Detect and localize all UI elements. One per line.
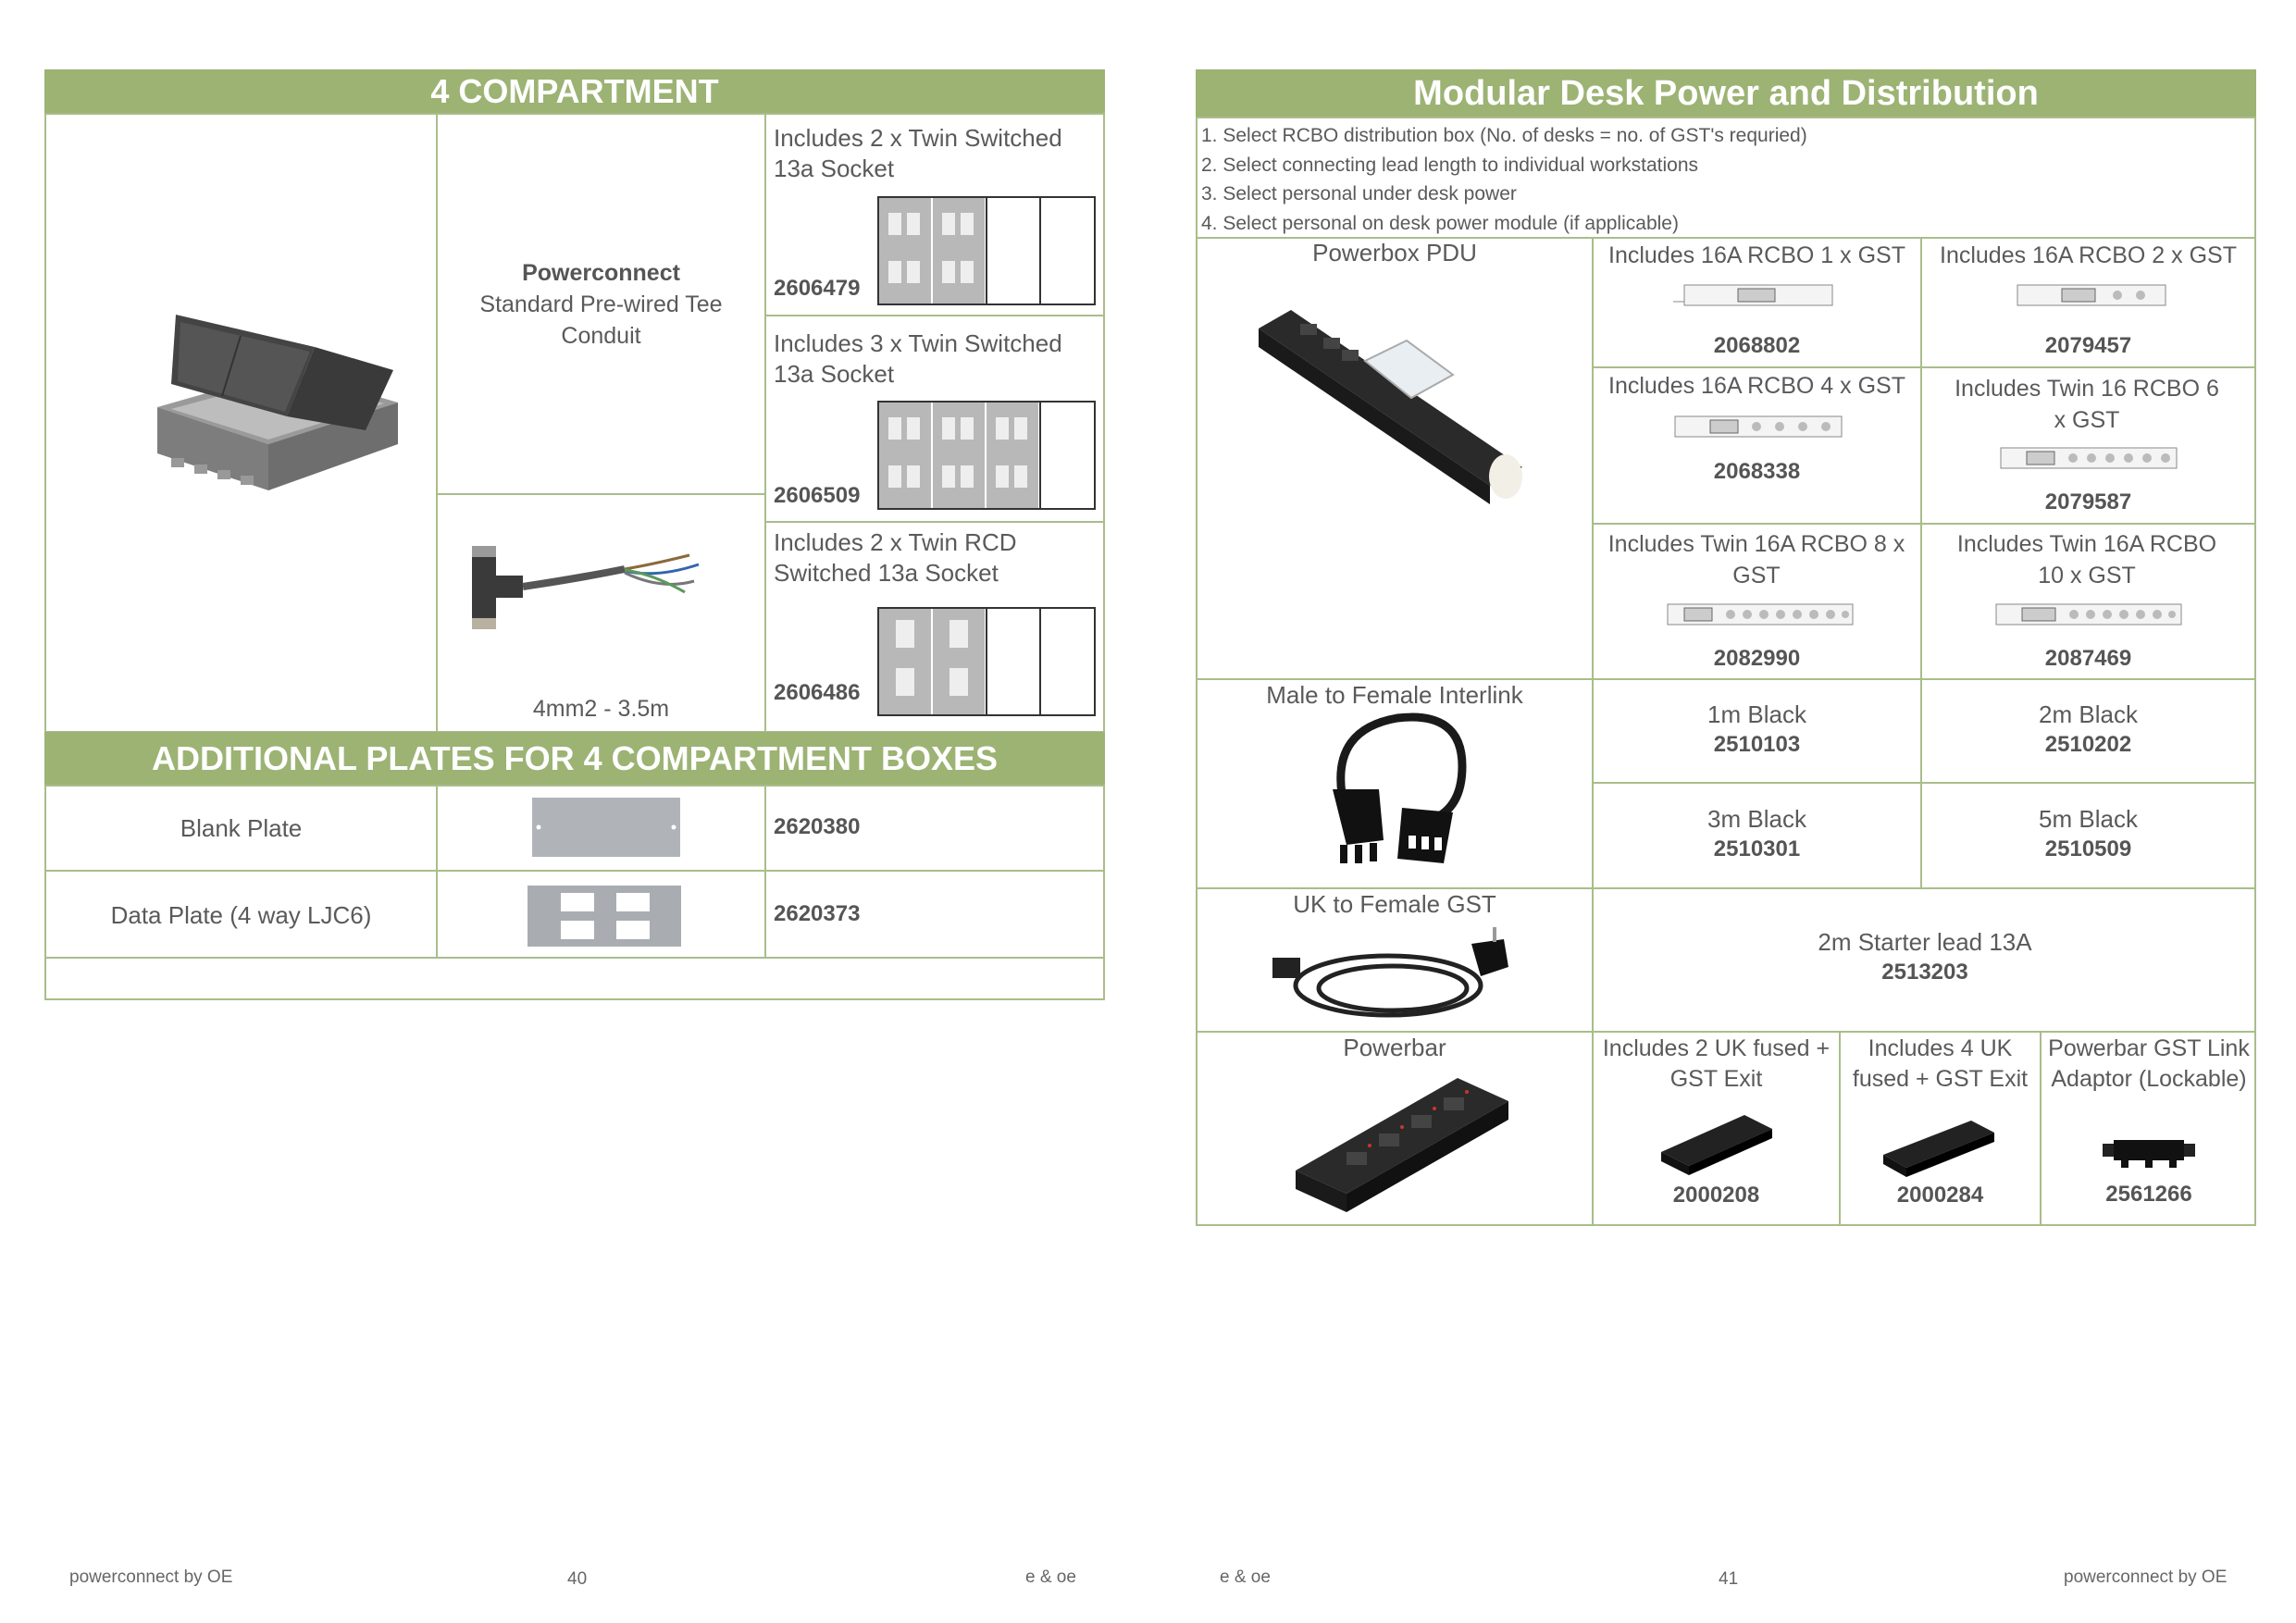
powerbar-code-2: 2000284	[1896, 1183, 1984, 1208]
pdu-item-label-5: Includes Twin 16A RCBO 8 x GST	[1607, 531, 1905, 588]
powerbar-code-1: 2000208	[1672, 1183, 1760, 1208]
footer-right-brand: powerconnect by OE	[2064, 1567, 2228, 1587]
socket-label-2: Includes 3 x Twin Switched 13a Socket	[774, 329, 1062, 388]
socket-code-1: 2606479	[774, 276, 861, 301]
powerbar-name: Powerbar	[1343, 1034, 1446, 1061]
pdu-item-image-1	[1673, 276, 1840, 318]
pdu-item-code-3: 2068338	[1713, 459, 1801, 484]
pdu-item-image-4	[1990, 439, 2184, 481]
steps-list	[1201, 121, 1807, 238]
pdu-item-label-2: Includes 16A RCBO 2 x GST	[1940, 242, 2237, 268]
socket-code-2: 2606509	[774, 483, 861, 508]
powerbar-image	[1291, 1064, 1513, 1212]
powerbar-image-3	[2103, 1133, 2195, 1170]
socket-plate-image-2	[877, 401, 1096, 510]
powerbar-label-2: Includes 4 UK fused + GST Exit	[1852, 1035, 2029, 1092]
interlink-image	[1314, 711, 1481, 868]
interlink-label-4: 5m Black	[2039, 805, 2138, 833]
plate-code-2: 2620373	[774, 901, 861, 926]
modular-desk-title: Modular Desk Power and Distribution	[1196, 69, 2256, 118]
pdu-item-image-2	[2006, 276, 2173, 318]
compartment-title: 4 COMPARTMENT	[44, 69, 1105, 114]
pdu-item-label-6: Includes Twin 16A RCBO 10 x GST	[1956, 531, 2217, 588]
tee-conduit-image	[467, 537, 745, 638]
footer-left-page: 40	[567, 1569, 588, 1589]
interlink-code-2: 2510202	[2044, 732, 2132, 757]
uk-gst-name: UK to Female GST	[1293, 890, 1496, 918]
pdu-item-code-2: 2079457	[2044, 333, 2132, 358]
pdu-item-code-5: 2082990	[1713, 646, 1801, 671]
interlink-code-4: 2510509	[2044, 836, 2132, 861]
socket-label-3: Includes 2 x Twin RCD Switched 13a Socket	[774, 528, 1017, 587]
interlink-name: Male to Female Interlink	[1266, 681, 1523, 709]
powerbar-code-3: 2561266	[2105, 1182, 2192, 1207]
powerbar-label-1: Includes 2 UK fused + GST Exit	[1602, 1035, 1831, 1092]
uk-gst-image	[1272, 925, 1513, 1029]
blank-plate-image	[532, 798, 680, 857]
pdu-name: Powerbox PDU	[1312, 239, 1477, 266]
interlink-label-2: 2m Black	[2039, 700, 2138, 728]
socket-plate-image-3	[877, 607, 1096, 716]
pdu-item-code-4: 2079587	[2044, 489, 2132, 514]
product-description	[438, 257, 764, 352]
uk-gst-label: 2m Starter lead 13A	[1818, 928, 2032, 956]
powerbar-image-2	[1879, 1116, 1999, 1177]
plate-name-2: Data Plate (4 way LJC6)	[110, 901, 372, 929]
footer-left-brand: powerconnect by OE	[69, 1567, 233, 1587]
pdu-item-image-3	[1664, 407, 1849, 450]
product-name: Standard Pre-wired Tee Conduit	[479, 291, 723, 349]
pdu-image	[1254, 305, 1532, 509]
socket-code-3: 2606486	[774, 680, 861, 705]
footer-right-page: 41	[1719, 1569, 1739, 1589]
pdu-item-image-5	[1657, 595, 1860, 638]
pdu-item-label-1: Includes 16A RCBO 1 x GST	[1608, 242, 1905, 268]
socket-plate-image-1	[877, 196, 1096, 305]
step-3: 3. Select personal under desk power	[1201, 183, 1517, 204]
pdu-item-label-4: Includes Twin 16 RCBO 6 x GST	[1955, 376, 2219, 433]
powerbar-image-1	[1657, 1110, 1777, 1175]
plate-name-1: Blank Plate	[180, 814, 303, 842]
uk-gst-code: 2513203	[1881, 960, 1968, 985]
cable-spec: 4mm2 - 3.5m	[532, 696, 670, 722]
data-plate-image	[527, 886, 681, 947]
step-2: 2. Select connecting lead length to individual workstations	[1201, 154, 1698, 176]
pdu-item-code-1: 2068802	[1713, 333, 1801, 358]
footer-right-eoe: e & oe	[1220, 1567, 1271, 1587]
interlink-code-1: 2510103	[1713, 732, 1801, 757]
pdu-item-code-6: 2087469	[2044, 646, 2132, 671]
powerbar-label-3: Powerbar GST Link Adaptor (Lockable)	[2048, 1035, 2250, 1092]
interlink-code-3: 2510301	[1713, 836, 1801, 861]
interlink-label-1: 1m Black	[1707, 700, 1806, 728]
floor-box-image	[130, 305, 407, 509]
step-4: 4. Select personal on desk power module (if applicable)	[1201, 212, 1679, 234]
pdu-item-image-6	[1985, 595, 2189, 638]
footer-left-eoe: e & oe	[1025, 1567, 1076, 1587]
plate-code-1: 2620380	[774, 814, 861, 839]
interlink-label-3: 3m Black	[1707, 805, 1806, 833]
pdu-item-label-3: Includes 16A RCBO 4 x GST	[1608, 373, 1905, 399]
additional-plates-title: ADDITIONAL PLATES FOR 4 COMPARTMENT BOXES	[44, 732, 1105, 786]
socket-label-1: Includes 2 x Twin Switched 13a Socket	[774, 124, 1062, 182]
step-1: 1. Select RCBO distribution box (No. of desks = no. of GST's requried)	[1201, 125, 1807, 146]
product-brand: Powerconnect	[522, 260, 680, 286]
